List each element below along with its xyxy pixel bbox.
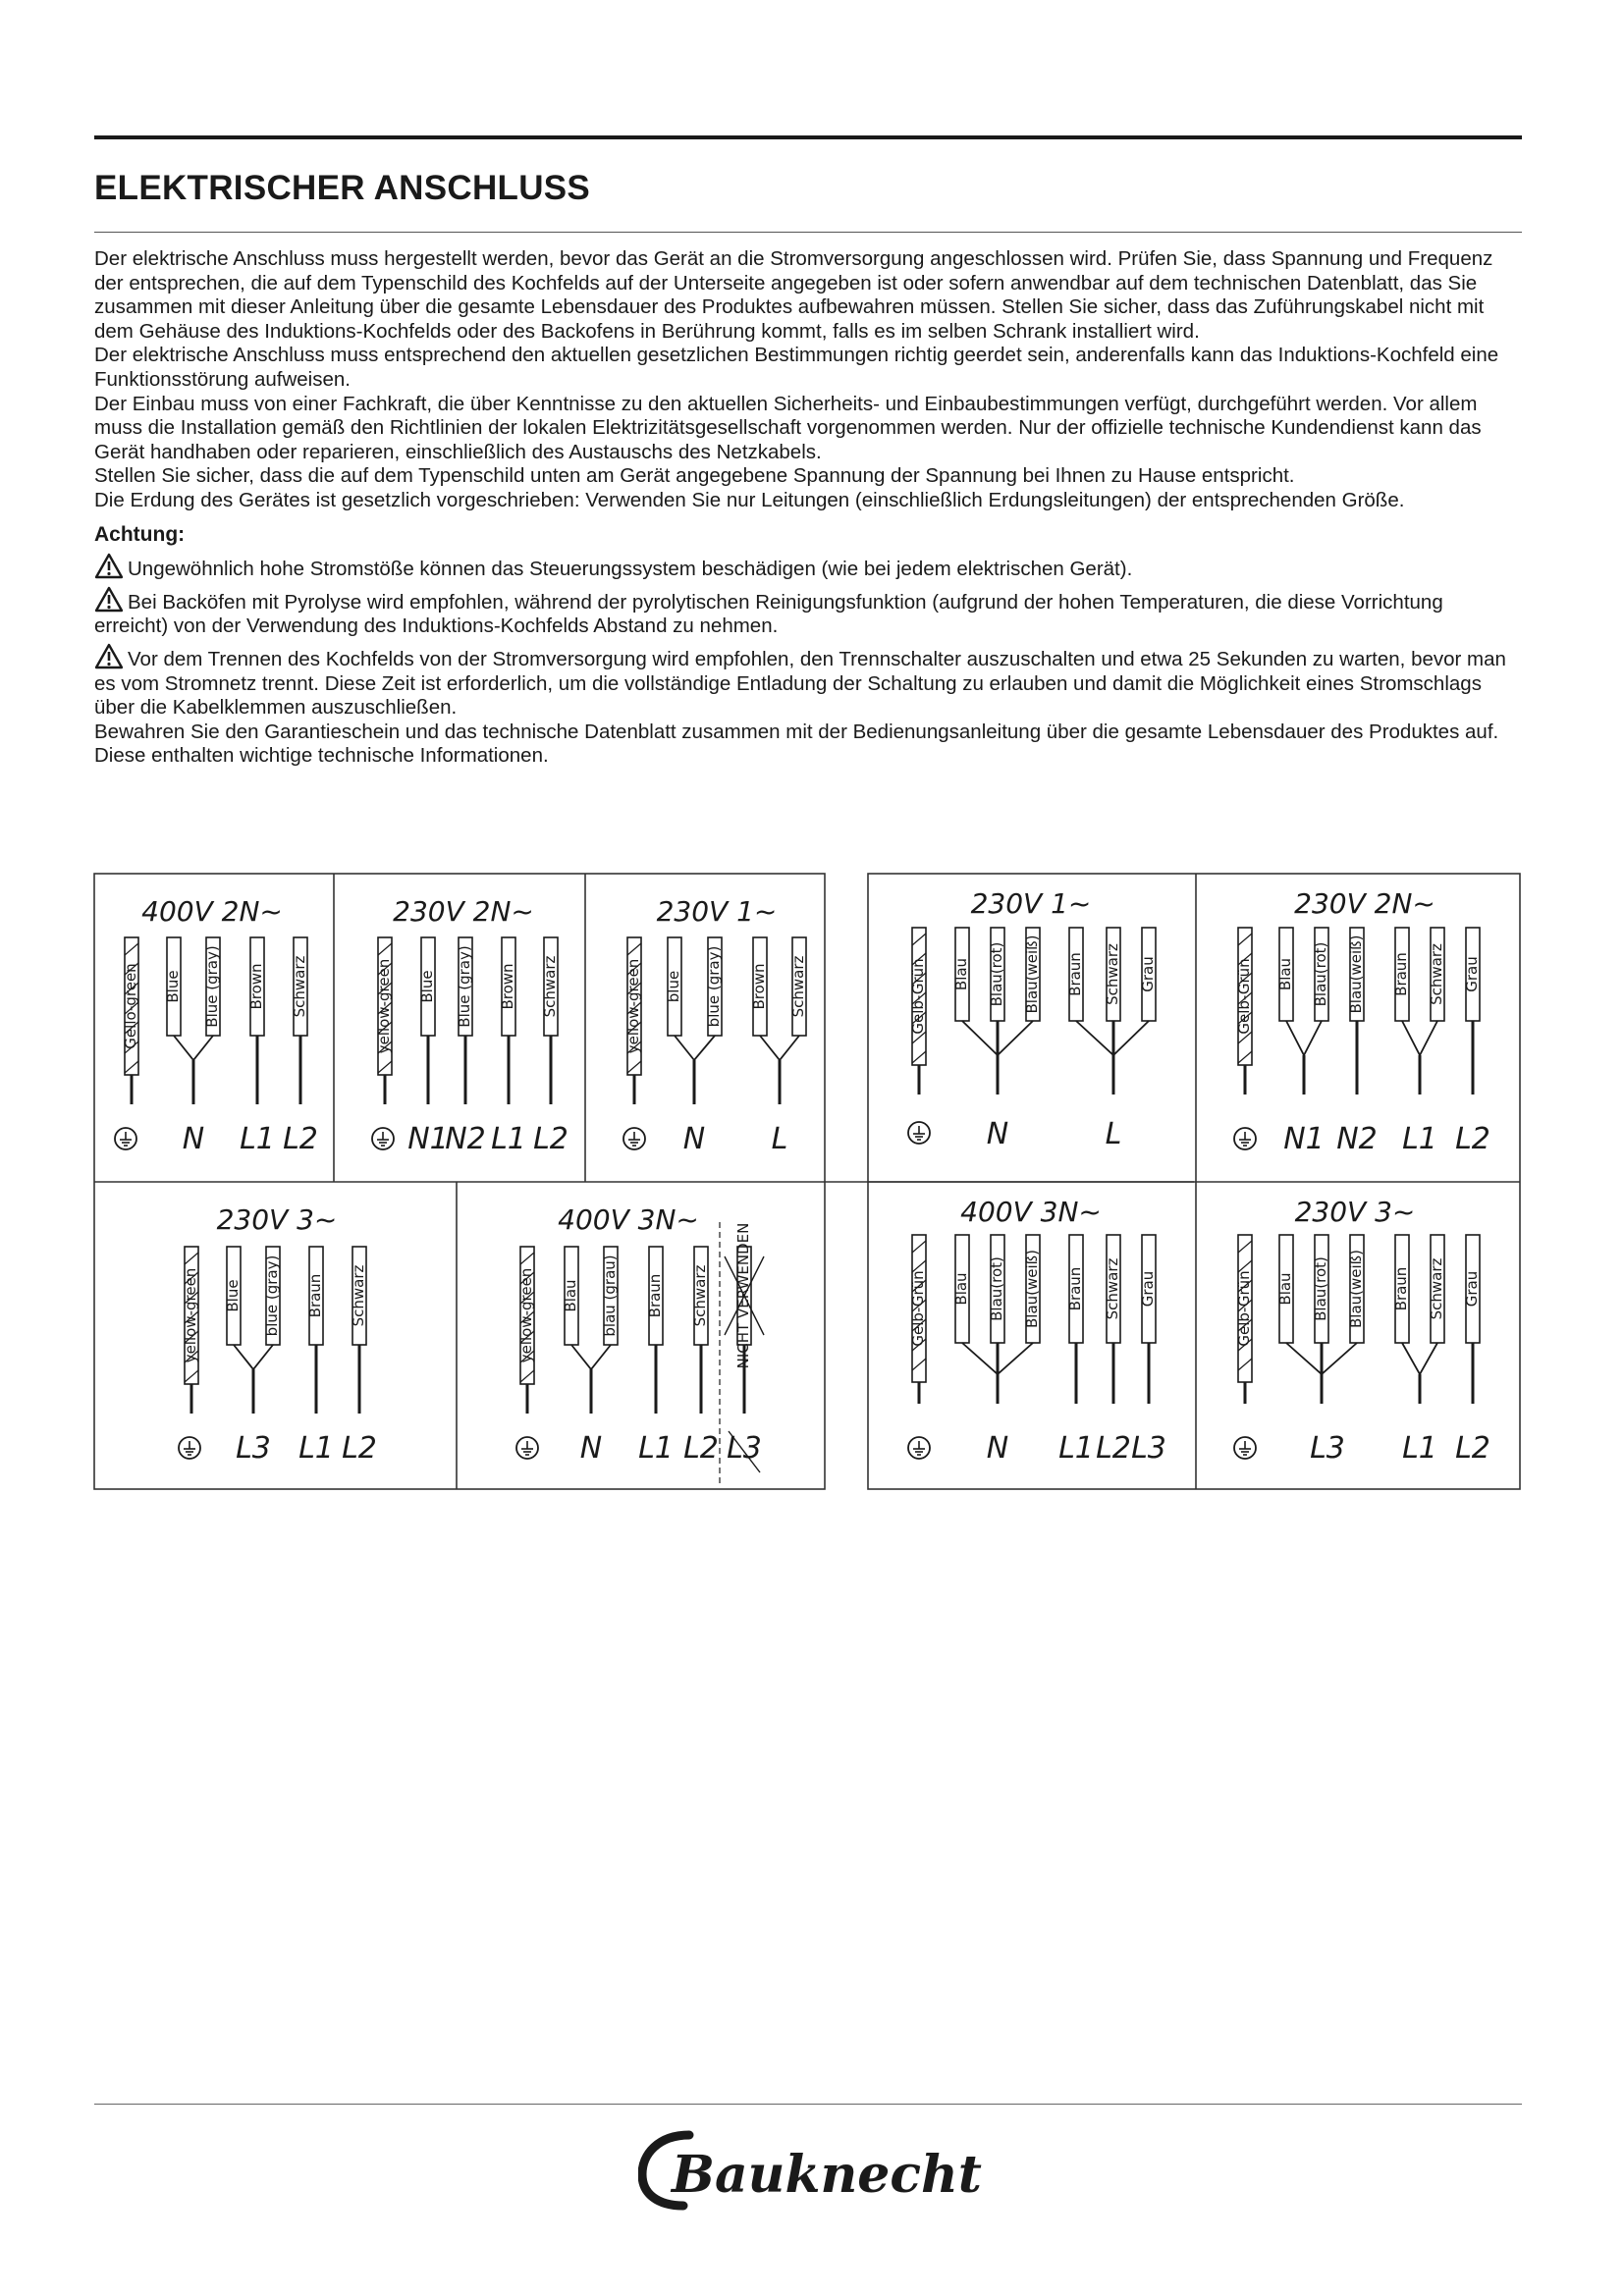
wire-label: Blau [1276,1272,1294,1306]
wire-label: Schwarz [291,955,308,1018]
wire-label: Grau [1463,1270,1481,1308]
bauknecht-logo [638,2125,986,2212]
wire-label: Gello-green [122,963,139,1049]
wire-label: yellow-green [517,1267,535,1363]
wire-label: Braun [1066,1266,1084,1311]
paragraph: Bewahren Sie den Garantieschein und das technische Datenblatt zusammen mit der Bedienungsanleitung über die gesamte Lebensdauer des Produktes auf. Diese enthalten wichtige technische Informationen. [94,720,1499,768]
terminal-label: L2 [1096,1431,1131,1466]
wire-label: Grau [1139,1270,1157,1308]
wire-label: yellow-green [624,958,642,1054]
wire-label: Gelb-Grün [909,1270,927,1347]
cable-join [234,1345,273,1369]
wire-label: blau (grau) [601,1255,619,1337]
terminal-label: L3 [1131,1431,1166,1466]
wire-label: Blau [952,957,970,991]
cable-join [571,1345,611,1369]
terminal-label: N [682,1122,706,1156]
wire-label: blue (gray) [263,1255,281,1337]
wire-label: Schwarz [1428,943,1445,1005]
wire-label: Blau(rot) [1312,941,1329,1007]
brand-wordmark: Bauknecht [672,2145,982,2205]
terminal-label: L1 [298,1431,334,1466]
wire-label: blue [665,970,682,1003]
wire-label: Brown [750,963,768,1010]
wire-label: Schwarz [1428,1257,1445,1320]
terminal-label: L2 [533,1122,568,1156]
wire-label: Blau(weiß) [1347,934,1365,1014]
terminal-label: L3 [727,1431,762,1466]
paragraph: Der elektrische Anschluss muss hergestellt werden, bevor das Gerät an die Stromversorgung angeschlossen wird. Prüfen Sie, dass Spannung und Frequenz der entsprechen, die auf dem Typenschild des Kochfelds auf der Unterseite angegeben ist oder sofern anwendbar auf dem technischen Datenblatt, das Sie zusammen mit dieser Anleitung über die gesamte Lebensdauer des Produktes aufbewahren müssen. Stellen Sie sicher, dass das Zuführungskabel nicht mit dem Gehäuse des Induktions-Kochfelds oder des Backofens in Berührung kommt, falls es im selben Schrank installiert wird. [94,247,1493,343]
diagram-title: 230V 1~ [970,887,1092,920]
wire-label: NICHT VERWENDEN [734,1222,752,1369]
terminal-label: L1 [638,1431,674,1466]
wire-label: Blue (gray) [456,945,473,1028]
diagram-title: 230V 3~ [1294,1196,1416,1228]
terminal-label: L2 [283,1122,318,1156]
diagram-title: 400V 2N~ [141,895,283,928]
diagram-title: 400V 3N~ [960,1196,1102,1228]
warning-text: Ungewöhnlich hohe Stromstöße können das Steuerungssystem beschädigen (wie bei jedem elektrischen Gerät). [128,558,1133,581]
terminal-label: N2 [445,1122,486,1156]
terminal-label: N [182,1122,205,1156]
wire-label: Blau(weiß) [1347,1250,1365,1328]
wire-label: Brown [499,963,516,1010]
wire-label: Blau(rot) [988,1256,1005,1321]
terminal-label: L1 [1058,1431,1094,1466]
wire-label: Schwarz [691,1264,709,1327]
terminal-label: N [986,1431,1009,1466]
diagram-title: 230V 2N~ [393,895,534,928]
terminal-label: L2 [1455,1431,1490,1466]
wire-label: Braun [646,1273,664,1318]
warning-text: Bei Backöfen mit Pyrolyse wird empfohlen, während der pyrolytischen Reinigungsfunktion (aufgrund der hohen Temperaturen, die diese Vorrichtung erreicht) von der Verwendung des Induktions-Kochfelds Abstand zu nehmen. [94,590,1443,638]
cable-join [760,1036,799,1060]
terminal-label: L2 [683,1431,719,1466]
cable-join [174,1036,213,1060]
wire-label: Blau [952,1272,970,1306]
paragraph: Stellen Sie sicher, dass die auf dem Typenschild unten am Gerät angegebene Spannung der Spannung bei Ihnen zu Hause entspricht. [94,464,1295,488]
wire-label: Blau(weiß) [1023,934,1041,1014]
wire-label: Schwarz [1104,943,1121,1005]
wire-label: Schwarz [350,1264,367,1327]
diagram-title: 230V 1~ [656,895,778,928]
wire-label: Blau(weiß) [1023,1250,1041,1328]
terminal-label: N1 [1283,1122,1325,1156]
terminal-label: N [986,1117,1009,1151]
wire-label: Brown [247,963,265,1010]
footer-rule [94,2104,1522,2105]
terminal-label: L [1105,1117,1122,1151]
terminal-label: L1 [491,1122,526,1156]
paragraph: Der elektrische Anschluss muss entsprechend den aktuellen gesetzlichen Bestimmungen richtig geerdet sein, anderenfalls kann das Induktions-Kochfeld eine Funktionsstörung aufweisen. [94,344,1499,391]
terminal-label: N [579,1431,603,1466]
terminal-label: L2 [1455,1122,1490,1156]
page-title: ELEKTRISCHER ANSCHLUSS [94,169,591,207]
wire-label: Blau(rot) [1312,1256,1329,1321]
diagram-title: 400V 3N~ [558,1203,699,1236]
wire-label: Braun [1392,952,1410,996]
wire-label: Blue (gray) [203,945,221,1028]
wire-label: yellow-green [375,958,393,1054]
wire-label: Blue [418,970,436,1003]
wire-label: Gelb-Grün [1235,1270,1253,1347]
wire-label: Grau [1463,956,1481,992]
cable-join [675,1036,715,1060]
wire-label: Schwarz [541,955,559,1018]
wire-label: Blau [562,1279,579,1312]
terminal-label: L2 [342,1431,377,1466]
terminal-label: L3 [1310,1431,1345,1466]
wire-label: Blau [1276,957,1294,991]
terminal-label: L1 [1402,1122,1437,1156]
wire-label: Blue [224,1279,242,1312]
wire-label: Gelb-Grün [909,958,927,1035]
terminal-label: L3 [236,1431,271,1466]
terminal-label: L1 [240,1122,275,1156]
cable-join [1286,1021,1322,1055]
wire-label: blue (gray) [705,945,723,1028]
diagram-title: 230V 2N~ [1294,887,1435,920]
terminal-label: L [771,1122,788,1156]
wire-label: Schwarz [789,955,807,1018]
wire-label: yellow-green [182,1267,199,1363]
paragraph: Die Erdung des Gerätes ist gesetzlich vorgeschrieben: Verwenden Sie nur Leitungen (einschließlich Erdungsleitungen) der entsprechenden Größe. [94,488,1405,511]
terminal-label: N2 [1336,1122,1378,1156]
cable-join [1402,1021,1437,1055]
terminal-label: N1 [407,1122,449,1156]
wire-label: Braun [306,1273,324,1318]
paragraph: Der Einbau muss von einer Fachkraft, die über Kenntnisse zu den aktuellen Sicherheits- und Einbaubestimmungen verfügt, durchgeführt werden. Vor allem muss die Installation gemäß den Richtlinien der lokalen Elektrizitätsgesellschaft vorgenommen werden. Nur der offizielle technische Kundendienst kann das Gerät handhaben oder reparieren, einschließlich des Austauschs des Netzkabels. [94,392,1482,463]
cable-join [1402,1343,1437,1374]
terminal-label: L1 [1402,1431,1437,1466]
warning-text: Vor dem Trennen des Kochfelds von der Stromversorgung wird empfohlen, den Trennschalter auszuschalten und etwa 25 Sekunden zu warten, bevor man es vom Stromnetz trennt. Diese Zeit ist erforderlich, um die vollständige Entladung der Schaltung zu erlauben und damit die Möglichkeit eines Stromschlags über die Kabelklemmen auszuschließen. [94,647,1506,720]
attention-heading: Achtung: [94,522,186,546]
wire-label: Blue [164,970,182,1003]
wire-label: Blau(rot) [988,941,1005,1007]
wire-label: Grau [1139,956,1157,992]
wire-label: Gelb-Grün [1235,958,1253,1035]
wire-label: Schwarz [1104,1257,1121,1320]
diagram-title: 230V 3~ [216,1203,338,1236]
wire-label: Braun [1066,952,1084,996]
wire-label: Braun [1392,1266,1410,1311]
